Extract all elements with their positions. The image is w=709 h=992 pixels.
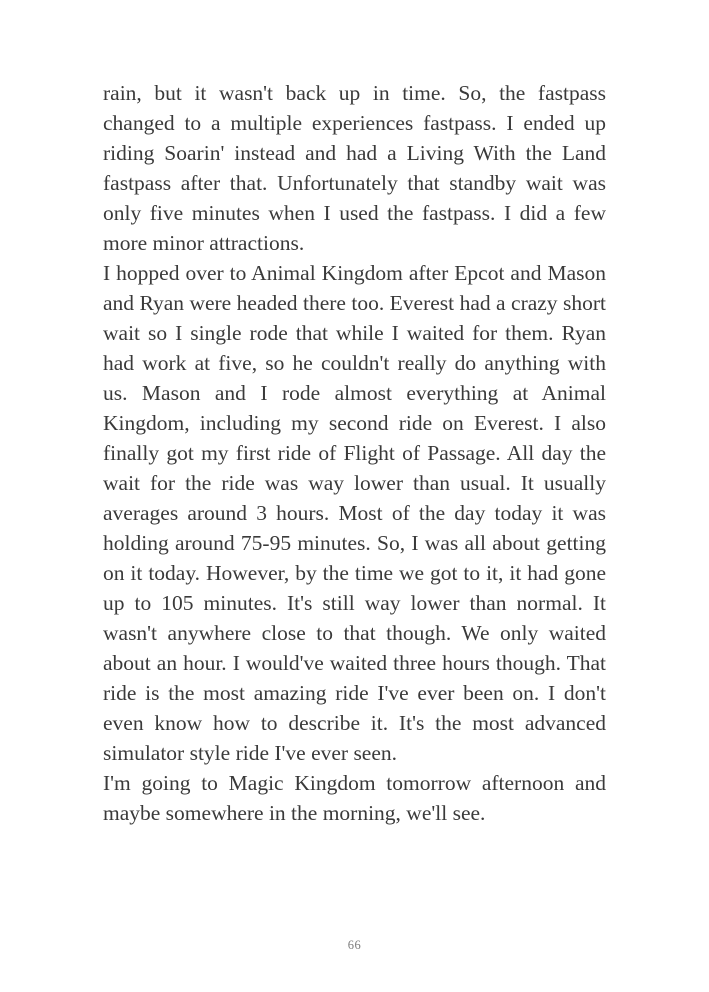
page-number: 66 — [347, 938, 362, 952]
paragraph-2: I hopped over to Animal Kingdom after Epcot and Mason and Ryan were headed there too. Everest had a crazy short wait so I single rode that while I waited for them. Ryan had work at five, so he couldn't really do anything with us. Mason and I rode almost everything at Animal Kingdom, including my second ride on Everest. I also finally got my first ride of Flight of Passage. All day the wait for the ride was way lower than usual. It usually averages around 3 hours. Most of the day today it was holding around 75-95 minutes. So, I was all about getting on it today. However, by the time we got to it, it had gone up to 105 minutes. It's still way lower than normal. It wasn't anywhere close to that though. We only waited about an hour. I would've waited three hours though. That ride is the most amazing ride I've ever been on. I don't even know how to describe it. It's the most advanced simulator style ride I've ever seen. — [103, 261, 606, 765]
page-body — [103, 78, 606, 828]
paragraph-3: I'm going to Magic Kingdom tomorrow afternoon and maybe somewhere in the morning, we'll see. — [103, 771, 606, 825]
paragraph-1: rain, but it wasn't back up in time. So, the fastpass changed to a multiple experiences fastpass. I ended up riding Soarin' instead and had a Living With the Land fastpass after that. Unfortunately that standby wait was only five minutes when I used the fastpass. I did a few more minor attractions. — [103, 81, 606, 255]
